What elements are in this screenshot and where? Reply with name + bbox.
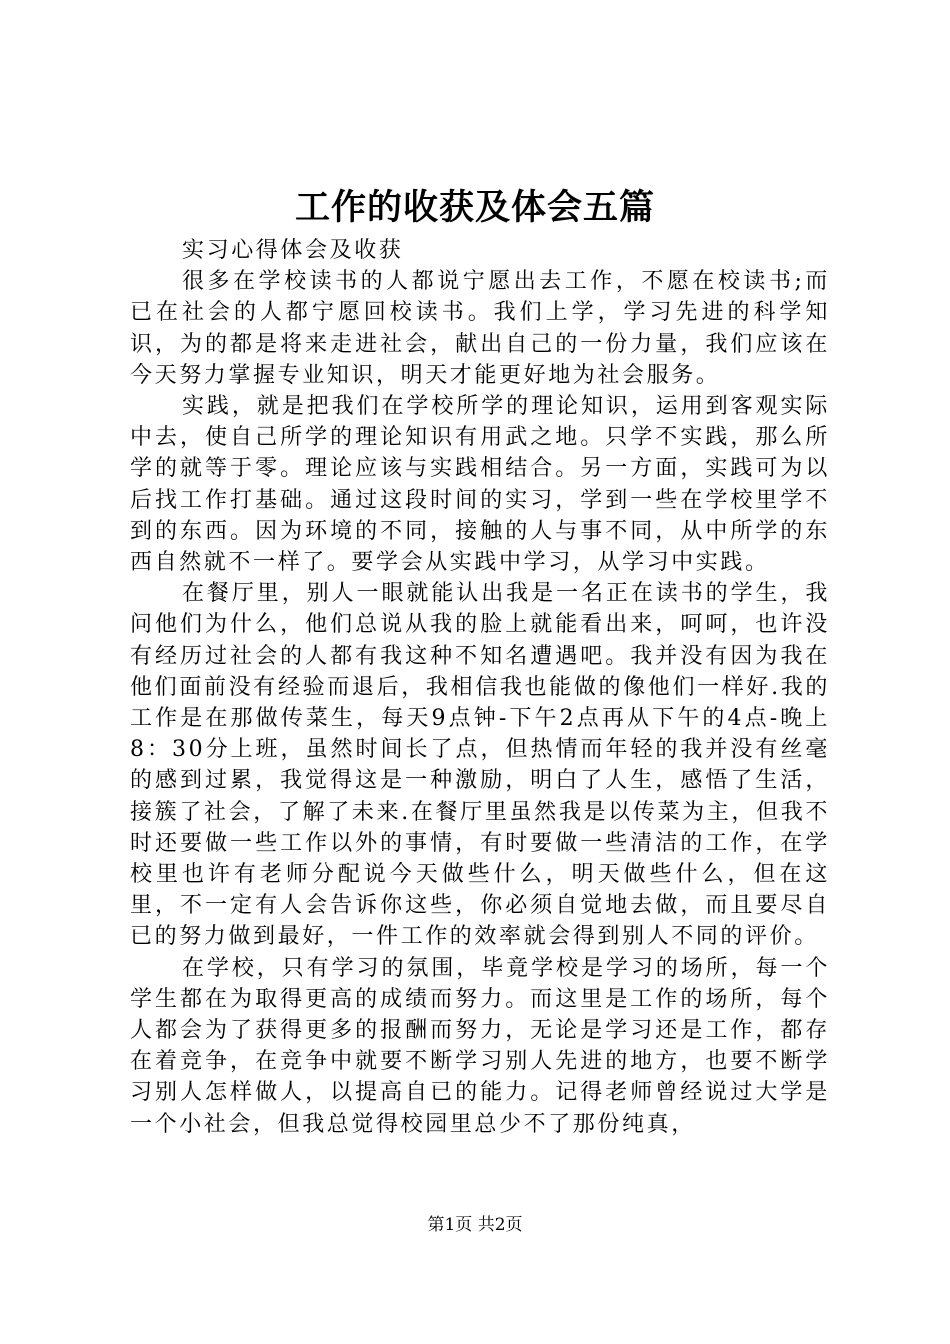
page-footer: 第1页 共2页 — [427, 1215, 523, 1235]
paragraph: 实践，就是把我们在学校所学的理论知识，运用到客观实际中去，使自己所学的理论知识有用武之地。只学不实践，那么所学的就等于零。理论应该与实践相结合。另一方面，实践可为以后找工作打基础。通过这段时间的实习，学到一些在学校里学不到的东西。因为环境的不同，接触的人与事不同，从中所学的东西自然就不一样了。要学会从实践中学习，从学习中实践。 — [130, 394, 830, 576]
paragraph: 在餐厅里，别人一眼就能认出我是一名正在读书的学生，我问他们为什么，他们总说从我的脸上就能看出来，呵呵，也许没有经历过社会的人都有我这种不知名遭遇吧。我并没有因为我在他们面前没有经验而退后，我相信我也能做的像他们一样好.我的工作是在那做传菜生，每天9点钟-下午2点再从下午的4点-晚上8：30分上班，虽然时间长了点，但热情而年轻的我并没有丝毫的感到过累，我觉得这是一种激励，明白了人生，感悟了生活，接簇了社会，了解了未来.在餐厅里虽然我是以传菜为主，但我不时还要做一些工作以外的事情，有时要做一些清洁的工作，在学校里也许有老师分配说今天做些什么，明天做些什么，但在这里，不一定有人会告诉你这些，你必须自觉地去做，而且要尽自已的努力做到最好，一件工作的效率就会得到别人不同的评价。 — [130, 581, 830, 950]
paragraph: 在学校，只有学习的氛围，毕竟学校是学习的场所，每一个学生都在为取得更高的成绩而努力。而这里是工作的场所，每个人都会为了获得更多的报酬而努力，无论是学习还是工作，都存在着竞争，在竞争中就要不断学习别人先进的地方，也要不断学习别人怎样做人，以提高自已的能力。记得老师曾经说过大学是一个小社会，但我总觉得校园里总少不了那份纯真， — [130, 955, 830, 1137]
section-heading: 实习心得体会及收获 — [182, 238, 404, 263]
paragraph: 很多在学校读书的人都说宁愿出去工作，不愿在校读书;而已在社会的人都宁愿回校读书。我们上学，学习先进的科学知识，为的都是将来走进社会，献出自己的一份力量，我们应该在今天努力掌握专业知识，明天才能更好地为社会服务。 — [130, 269, 830, 388]
document-title: 工作的收获及体会五篇 — [294, 187, 655, 228]
document-body — [130, 235, 830, 1140]
